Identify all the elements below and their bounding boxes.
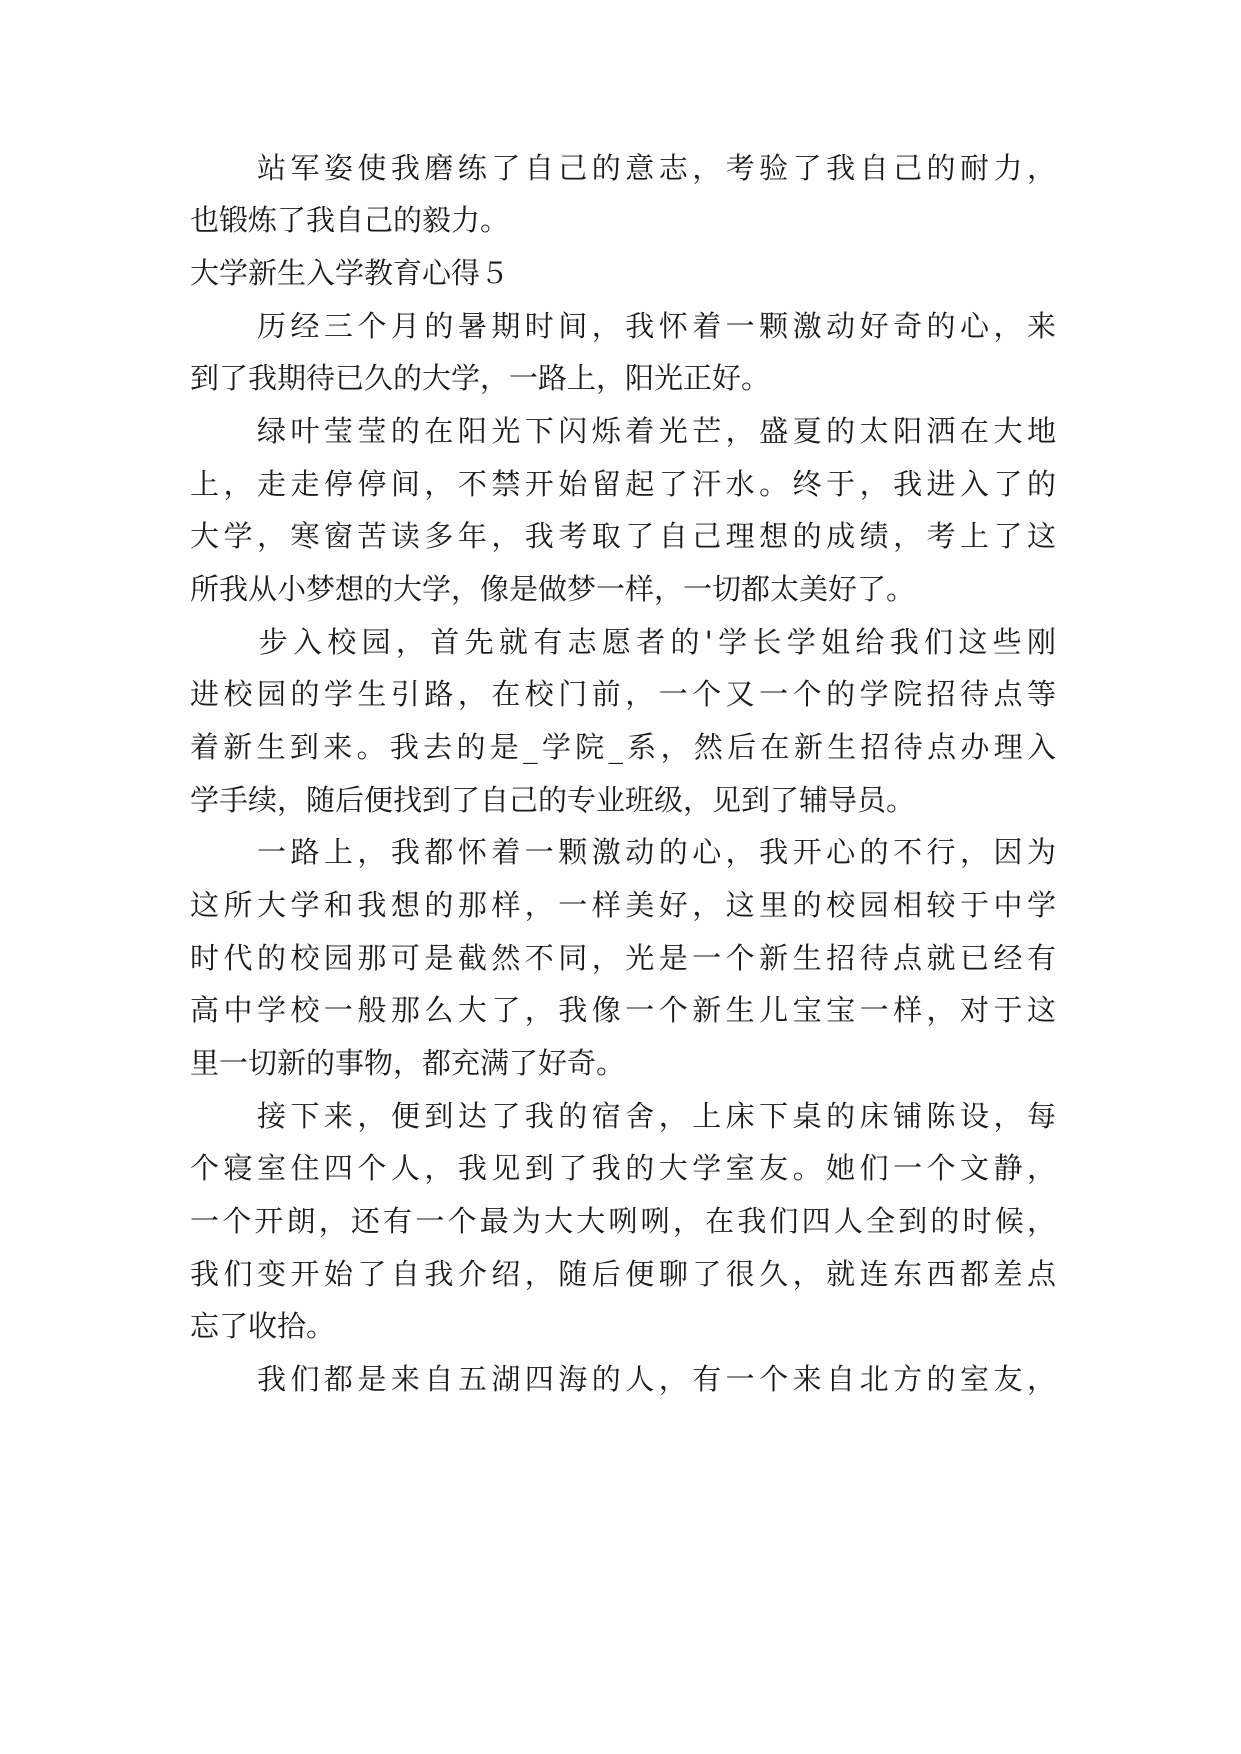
text-line: 里一切新的事物，都充满了好奇。: [190, 1046, 626, 1080]
text-line: 历经三个月的暑期时间，我怀着一颗激动好奇的心，来: [190, 309, 1056, 343]
text-line: 着新生到来。我去的是_学院_系，然后在新生招待点办理入: [190, 730, 1056, 764]
text-line: 到了我期待已久的大学，一路上，阳光正好。: [190, 361, 771, 395]
text-line: 所我从小梦想的大学，像是做梦一样，一切都太美好了。: [190, 572, 916, 606]
text-line: 步入校园，首先就有志愿者的'学长学姐给我们这些刚: [190, 625, 1056, 659]
text-line: 我们都是来自五湖四海的人，有一个来自北方的室友，: [190, 1362, 1056, 1396]
text-line: 我们变开始了自我介绍，随后便聊了很久，就连东西都差点: [190, 1257, 1056, 1291]
text-line: 进校园的学生引路，在校门前，一个又一个的学院招待点等: [190, 677, 1056, 711]
text-line: 个寝室住四个人，我见到了我的大学室友。她们一个文静，: [190, 1151, 1056, 1185]
text-line: 一路上，我都怀着一颗激动的心，我开心的不行，因为: [190, 835, 1056, 869]
text-line: 时代的校园那可是截然不同，光是一个新生招待点就已经有: [190, 941, 1056, 975]
text-line: 也锻炼了我自己的毅力。: [190, 203, 510, 237]
text-line: 忘了收拾。: [190, 1309, 336, 1343]
text-line: 接下来，便到达了我的宿舍，上床下桌的床铺陈设，每: [190, 1099, 1056, 1133]
text-line: 高中学校一般那么大了，我像一个新生儿宝宝一样，对于这: [190, 993, 1056, 1027]
text-line: 站军姿使我磨练了自己的意志，考验了我自己的耐力，: [190, 151, 1056, 185]
text-line: 大学，寒窗苦读多年，我考取了自己理想的成绩，考上了这: [190, 519, 1056, 553]
text-line: 一个开朗，还有一个最为大大咧咧，在我们四人全到的时候，: [190, 1204, 1056, 1238]
section-heading: 大学新生入学教育心得５: [190, 256, 510, 290]
text-line: 上，走走停停间，不禁开始留起了汗水。终于，我进入了的: [190, 467, 1056, 501]
text-line: 绿叶莹莹的在阳光下闪烁着光芒，盛夏的太阳洒在大地: [190, 414, 1056, 448]
text-line: 学手续，随后便找到了自己的专业班级，见到了辅导员。: [190, 783, 916, 817]
text-line: 这所大学和我想的那样，一样美好，这里的校园相较于中学: [190, 888, 1056, 922]
